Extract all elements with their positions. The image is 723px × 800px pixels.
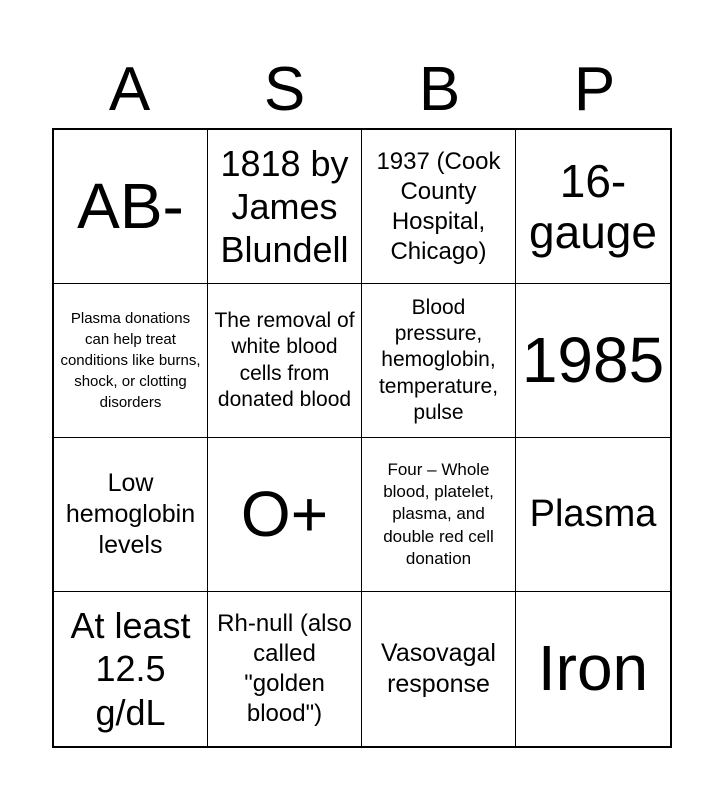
cell-text: 1818 by James Blundell <box>220 142 349 271</box>
bingo-cell-r2c2[interactable] <box>208 284 362 438</box>
bingo-cell-r3c3[interactable] <box>362 438 516 592</box>
bingo-cell-r4c2[interactable] <box>208 592 362 746</box>
header-letter-a: A <box>108 55 151 124</box>
cell-text: Plasma donations can help treat conditions like burns, shock, or clotting disorders <box>60 310 201 411</box>
bingo-cell-r1c2[interactable] <box>208 130 362 284</box>
cell-text: At least 12.5 g/dL <box>70 605 191 733</box>
header-letter-b: B <box>418 55 461 124</box>
cell-text: Plasma <box>529 492 657 535</box>
cell-text: O+ <box>240 477 329 550</box>
bingo-cell-r3c2[interactable] <box>208 438 362 592</box>
cell-text: AB- <box>77 169 184 242</box>
bingo-cell-r1c3[interactable] <box>362 130 516 284</box>
bingo-cell-r2c1[interactable] <box>54 284 208 438</box>
bingo-cell-r1c1[interactable] <box>54 130 208 284</box>
cell-text: Vasovagal response <box>381 638 496 698</box>
bingo-header <box>52 52 672 128</box>
cell-text: 1985 <box>521 323 665 396</box>
bingo-cell-r2c4[interactable] <box>516 284 670 438</box>
cell-text: Four – Whole blood, platelet, plasma, and double red cell donation <box>383 460 494 568</box>
bingo-cell-r4c3[interactable] <box>362 592 516 746</box>
cell-text: Blood pressure, hemoglobin, temperature, pulse <box>378 295 499 424</box>
cell-text: Iron <box>537 632 649 705</box>
cell-text: The removal of white blood cells from donated blood <box>214 309 355 411</box>
cell-text: Rh-null (also called "golden blood") <box>217 610 352 727</box>
bingo-cell-r3c1[interactable] <box>54 438 208 592</box>
bingo-board <box>52 128 672 748</box>
bingo-cell-r3c4[interactable] <box>516 438 670 592</box>
bingo-cell-r2c3[interactable] <box>362 284 516 438</box>
header-letter-p: P <box>573 55 616 124</box>
bingo-cell-r4c1[interactable] <box>54 592 208 746</box>
bingo-cell-r1c4[interactable] <box>516 130 670 284</box>
cell-text: 1937 (Cook County Hospital, Chicago) <box>376 147 501 265</box>
cell-text: Low hemoglobin levels <box>65 468 196 560</box>
cell-text: 16-gauge <box>529 154 657 258</box>
bingo-cell-r4c4[interactable] <box>516 592 670 746</box>
header-letter-s: S <box>263 55 306 124</box>
